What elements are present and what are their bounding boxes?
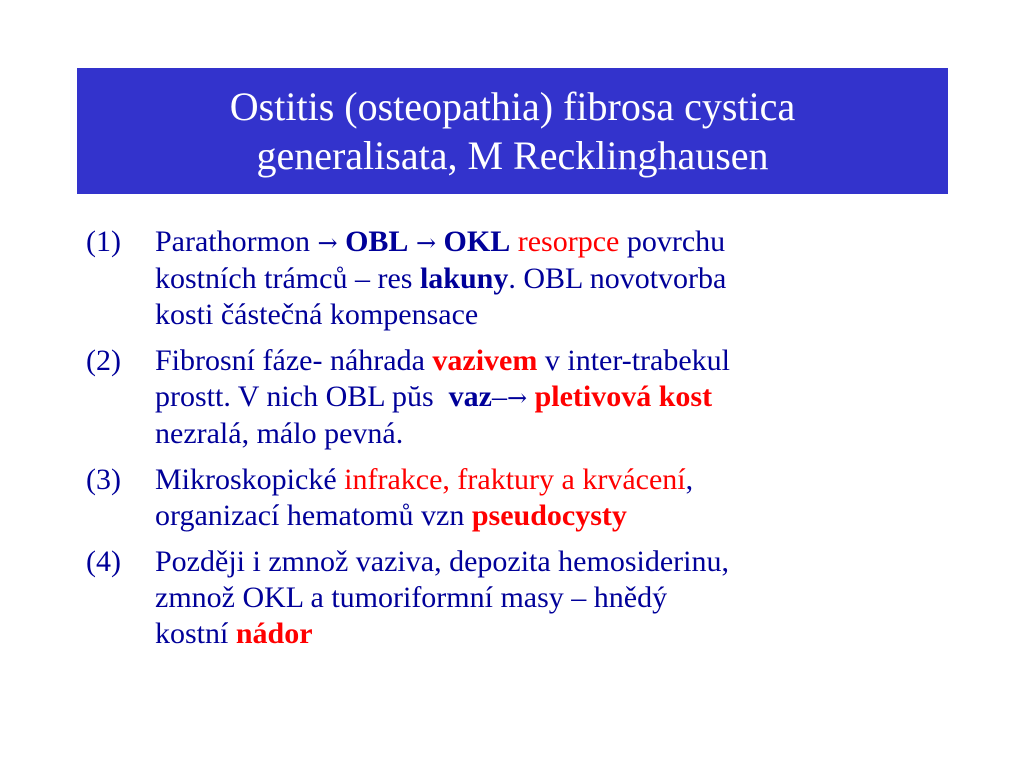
highlight-term: vazivem [432, 344, 538, 377]
list-item-line [155, 224, 946, 261]
highlight-term: pletivová kost [534, 380, 713, 413]
highlight-term: nádor [235, 617, 313, 650]
text-segment: Parathormon [155, 225, 318, 258]
slide-title-box [77, 68, 948, 194]
text-segment: v inter-trabekul [537, 344, 731, 377]
text-segment: . OBL novotvorba [508, 262, 727, 295]
list-item-text [155, 544, 946, 652]
text-segment: lakuny [419, 262, 509, 295]
text-segment [527, 380, 535, 413]
list-item-line [155, 343, 946, 379]
text-segment [510, 225, 518, 258]
list-item-number: (1) [86, 225, 121, 258]
text-segment: Mikroskopické [155, 463, 345, 496]
text-segment [408, 225, 416, 258]
list-item-line [155, 379, 946, 416]
text-segment: prostt. V nich OBL pŭs [155, 380, 449, 413]
text-segment: , [685, 463, 694, 496]
arrow-icon: → [415, 229, 437, 257]
list-item-line [155, 416, 946, 452]
list-item-number: (4) [86, 545, 121, 578]
list-item-line [155, 462, 946, 498]
highlight-term: pseudocysty [471, 499, 627, 532]
list-item [86, 343, 946, 452]
highlight-term: infrakce, fraktury a krvácení [344, 463, 686, 496]
text-segment: kosti částečná kompensace [155, 298, 479, 331]
arrow-icon: → [317, 229, 338, 257]
text-segment: Fibrosní fáze- náhrada [155, 344, 433, 377]
slide-title-line-2: generalisata, M Recklinghausen [256, 133, 769, 178]
list-item-line [155, 616, 946, 652]
list-item-text [155, 462, 946, 534]
text-segment: vaz [448, 380, 492, 413]
list-item-line [155, 544, 946, 580]
list-item-line [155, 498, 946, 534]
list-item-line [155, 297, 946, 333]
text-segment: kostních trámců – res [155, 262, 420, 295]
bullet-list [86, 224, 946, 662]
text-segment: OKL [443, 225, 511, 258]
list-item-line [155, 261, 946, 297]
arrow-icon: → [506, 384, 528, 412]
text-segment: OBL [345, 225, 409, 258]
text-segment [436, 225, 444, 258]
list-item-text [155, 224, 946, 333]
list-item [86, 462, 946, 534]
text-segment: nezralá, málo pevná. [155, 417, 404, 450]
text-segment: organizací hematomů vzn [155, 499, 472, 532]
list-item-number: (2) [86, 344, 121, 377]
list-item-text [155, 343, 946, 452]
text-segment: zmnož OKL a tumoriformní masy – hnědý [155, 581, 668, 614]
text-segment: – [491, 380, 507, 413]
list-item-line [155, 580, 946, 616]
list-item [86, 224, 946, 333]
list-item-number: (3) [86, 463, 121, 496]
text-segment [338, 225, 346, 258]
text-segment: kostní [155, 617, 236, 650]
slide-title-line-1: Ostitis (osteopathia) fibrosa cystica [229, 84, 796, 129]
text-segment: Později i zmnož vaziva, depozita hemosiderinu, [155, 545, 729, 578]
highlight-term: resorpce [517, 225, 620, 258]
list-item [86, 544, 946, 652]
text-segment: povrchu [619, 225, 726, 258]
